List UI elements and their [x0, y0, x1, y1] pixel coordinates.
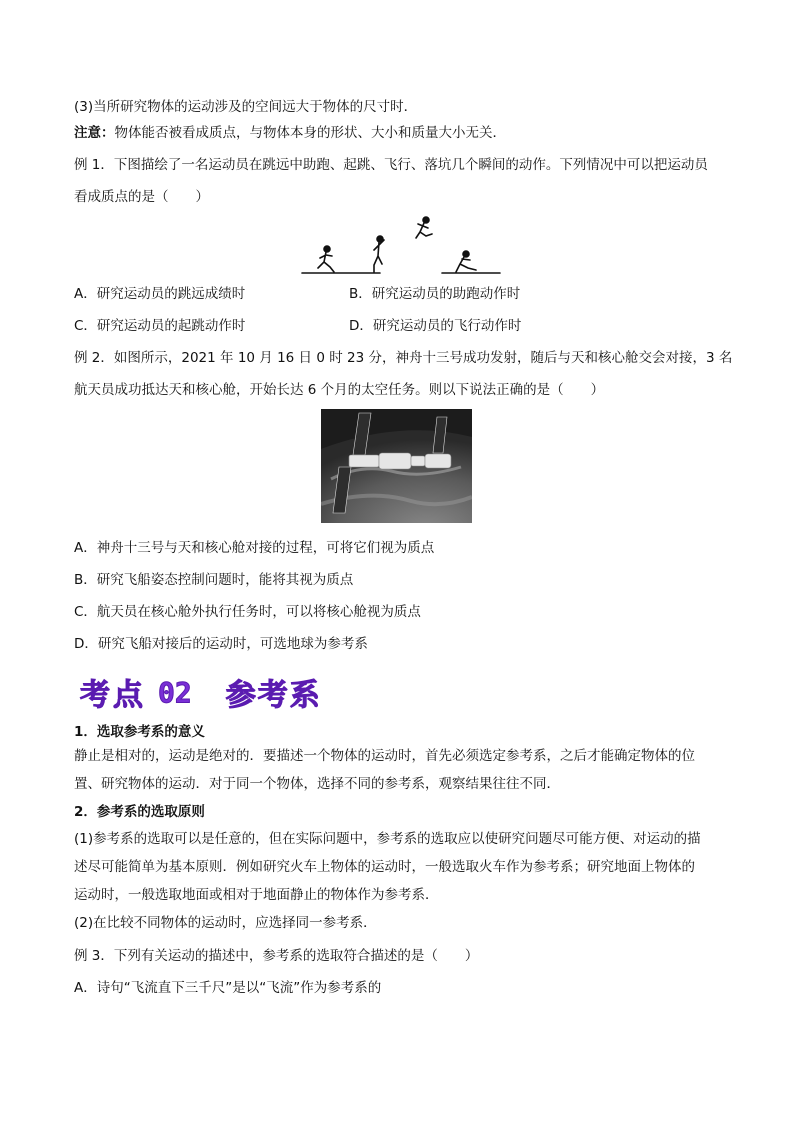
paragraph-line: 运动时，一般选取地面或相对于地面静止的物体作为参考系．	[74, 887, 439, 903]
note-line	[74, 123, 724, 143]
subsection-2-title: 2．参考系的选取原则	[74, 804, 205, 820]
long-jump-figure	[300, 212, 510, 276]
ex3-option-a: A．诗句“飞流直下三千尺”是以“飞流”作为参考系的	[74, 980, 382, 996]
ex2-option-d: D．研究飞船对接后的运动时，可选地球为参考系	[74, 636, 368, 652]
example-1-stem-cont: 看成质点的是（ ）	[74, 189, 209, 205]
example-2-stem: 例 2．如图所示，2021 年 10 月 16 日 0 时 23 分，神舟十三号成功发射，随后与天和核心舱交会对接，3 名	[74, 350, 733, 366]
ex1-option-a: A．研究运动员的跳远成绩时	[74, 286, 246, 302]
ex2-option-c: C．航天员在核心舱外执行任务时，可以将核心舱视为质点	[74, 604, 421, 620]
paragraph-line: 述尽可能简单为基本原则．例如研究火车上物体的运动时，一般选取火车作为参考系；研究地面上物体的	[74, 859, 695, 875]
ex2-option-b: B．研究飞船姿态控制问题时，能将其视为质点	[74, 572, 354, 588]
note-label: 注意：	[74, 125, 115, 141]
ex1-option-c: C．研究运动员的起跳动作时	[74, 318, 246, 334]
paragraph-line: 置、研究物体的运动．对于同一个物体，选择不同的参考系，观察结果往往不同．	[74, 776, 560, 792]
paragraph-line: (2)在比较不同物体的运动时，应选择同一参考系．	[74, 915, 377, 931]
example-2-stem-cont: 航天员成功抵达天和核心舱，开始长达 6 个月的太空任务。则以下说法正确的是（ ）	[74, 382, 605, 398]
example-3-stem: 例 3．下列有关运动的描述中，参考系的选取符合描述的是（ ）	[74, 948, 479, 964]
ex1-option-d: D．研究运动员的飞行动作时	[349, 318, 522, 334]
ex2-option-a: A．神舟十三号与天和核心舱对接的过程，可将它们视为质点	[74, 540, 435, 556]
paragraph-line: (1)参考系的选取可以是任意的，但在实际问题中，参考系的选取应以使研究问题尽可能方便、对运动的描	[74, 831, 701, 847]
paragraph-line: 静止是相对的，运动是绝对的．要描述一个物体的运动时，首先必须选定参考系，之后才能确定物体的位	[74, 748, 695, 764]
example-1-stem: 例 1．下图描绘了一名运动员在跳远中助跑、起跳、飞行、落坑几个瞬间的动作。下列情况中可以把运动员	[74, 157, 708, 173]
space-station-photo	[321, 409, 472, 523]
heading-number: 02	[158, 675, 192, 709]
ex1-option-b: B．研究运动员的助跑动作时	[349, 286, 521, 302]
note-text: 物体能否被看成质点，与物体本身的形状、大小和质量大小无关．	[114, 125, 506, 141]
heading-kaodian: 考点	[80, 678, 146, 713]
heading-title: 参考系	[225, 678, 322, 713]
text-line: (3)当所研究物体的运动涉及的空间远大于物体的尺寸时．	[74, 99, 418, 115]
section-heading	[80, 672, 322, 712]
subsection-1-title: 1．选取参考系的意义	[74, 724, 205, 740]
